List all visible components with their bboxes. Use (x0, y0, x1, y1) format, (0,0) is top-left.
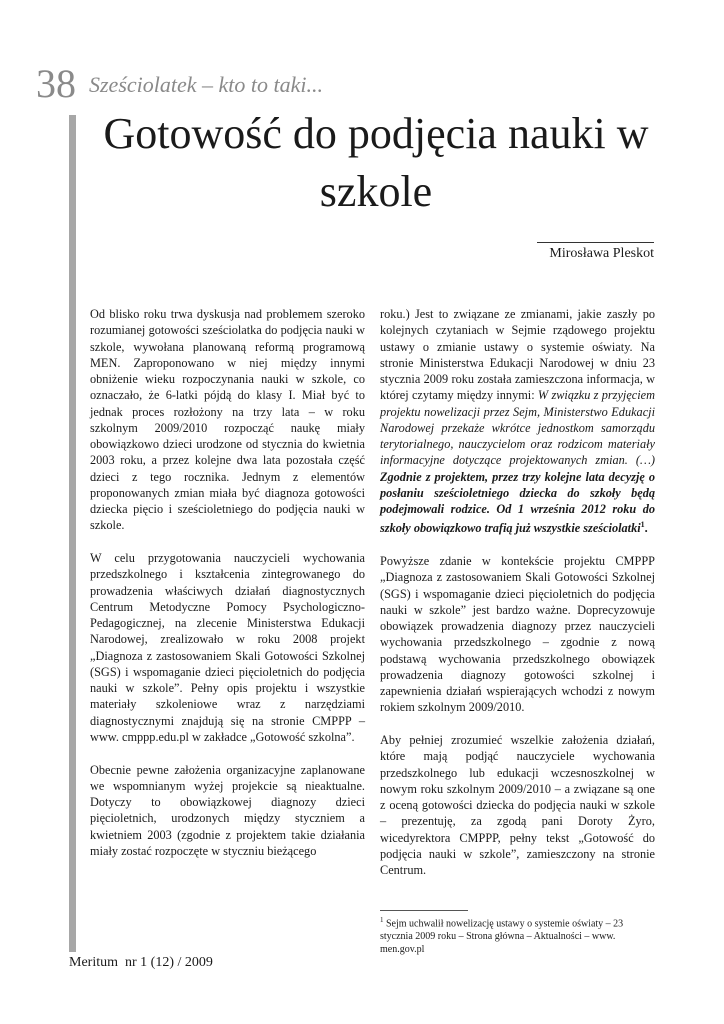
paragraph: Obecnie pewne założenia organizacyjne zaplanowane we wspomnianym wyżej projekcie są nieaktualne. Dotyczy to obowiązkowej diagnozy dzieci pięcioletnich, urodzonych między styczniem a kwietniem 2003 (zgodnie z projektem takie działania miały zostać rozpoczęte w styczniu bieżącego (90, 762, 365, 858)
article-title: Gotowość do podjęcia nauki w szkole (103, 109, 649, 216)
running-title: Sześciolatek – kto to taki... (89, 72, 323, 97)
author-byline (537, 242, 654, 262)
footer-issue: Meritum nr 1 (12) / 2009 (69, 955, 213, 970)
paragraph-text: roku.) Jest to związane ze zmianami, jakie zaszły po kolejnych czytaniach w Sejmie rządowego projektu ustawy o zmianie ustawy o systemie oświaty. Na stronie Ministerstwa Edukacji Narodowej w dniu 23 stycznia 2009 roku została zamieszczona informacja, w której czytamy między innymi: (380, 307, 655, 403)
quote-italic: W związku z przyjęciem projektu nowelizacji przez Sejm, Ministerstwo Edukacji Narodowej przekaże wkrótce jednostkom samorządu terytorialnego, nauczycielom oraz rodzicom materiały informacyjne dotyczące projektowanych zmian. (…) (380, 388, 655, 468)
paragraph (380, 306, 655, 537)
author-name: Mirosława Pleskot (549, 246, 654, 261)
page-number: 38 (36, 61, 76, 106)
footnote-ref: 1 (640, 520, 645, 530)
footnote-text: Sejm uchwalił nowelizację ustawy o systemie oświaty – 23 stycznia 2009 roku – Strona główna – Aktualności – www. men.gov.pl (380, 918, 624, 956)
side-bar-decoration (69, 115, 76, 952)
left-column (90, 306, 365, 876)
paragraph: W celu przygotowania nauczycieli wychowania przedszkolnego i kształcenia zintegrowanego do prowadzenia właściwych działań diagnostycznych Centrum Metodyczne Pomocy Psychologiczno-Pedagogicznej, na zlecenie Ministerstwa Edukacji Narodowej, zrealizowało w roku 2008 projekt „Diagnoza z zastosowaniem Skali Gotowości Szkolnej (SGS) i wspomaganie dzieci pięcioletnich do podjęcia nauki w szkole”. Pełny opis projektu i wszystkie materiały szkoleniowe wraz z narzędziami diagnostycznymi znajdują się na stronie CMPPP – www. cmppp.edu.pl w zakładce „Gotowość szkolna”. (90, 551, 365, 744)
quote-bold-italic: Zgodnie z projektem, przez trzy kolejne lata decyzję o posłaniu sześcioletniego dziecka do szkoły będą podejmowali rodzice. Od 1 września 2012 roku do szkoły obowiązkowo trafią już wszystkie sześciolatki (380, 469, 655, 536)
paragraph: Aby pełniej zrozumieć wszelkie założenia działań, które mają podjąć nauczyciele wychowania przedszkolnego lub edukacji wczesnoszkolnej w nowym roku szkolnym 2009/2010 – a związane są one z oceną gotowości dziecka do podjęcia nauki w szkole – prezentuję, za zgodą pani Doroty Żyro, wicedyrektora CMPPP, pełny tekst „Gotowość do podjęcia nauki w szkole”, zamieszczony na stronie Centrum. (380, 733, 655, 878)
paragraph: Od blisko roku trwa dyskusja nad problemem szeroko rozumianej gotowości sześciolatka do podjęcia nauki w szkole, wywołana planowaną reformą programową MEN. Zaproponowano w niej między innymi obniżenie wieku rozpoczynania nauki w szkole, co oznaczało, że 6-latki pójdą do klasy I. Miał być to jednak proces rozłożony na trzy lata – w roku szkolnym 2009/2010 rozpocząć naukę miały obowiązkowo dzieci urodzone od stycznia do kwietnia 2003 roku, a przez kolejne dwa lata pozostała część dzieci z tego rocznika. Jednym z elementów proponowanych zmian miała być diagnoza gotowości dziecka pięcio i sześcioletniego do podjęcia nauki w szkole. (90, 307, 365, 533)
footnote-marker: 1 (380, 916, 384, 924)
right-column (380, 306, 655, 895)
quote-bold (380, 470, 655, 536)
footnote (380, 914, 655, 956)
footnote-divider (380, 910, 468, 911)
paragraph: Powyższe zdanie w kontekście projektu CMPPP „Diagnoza z zastosowaniem Skali Gotowości Szkolnej (SGS) i wspomaganie dzieci pięcioletnich do podjęcia nauki w szkole” jest bardzo ważne. Doprecyzowuje obowiązek prowadzenia diagnozy przez nauczycieli wychowania przedszkolnego – zgodnie z nową podstawą wychowania przedszkolnego obowiązek prowadzenia diagnozy gotowości szkolnej i zapewnienia działań wspierających wchodzi z nowym rokiem szkolnym 2009/2010. (380, 554, 655, 715)
quote-end: . (644, 521, 648, 536)
